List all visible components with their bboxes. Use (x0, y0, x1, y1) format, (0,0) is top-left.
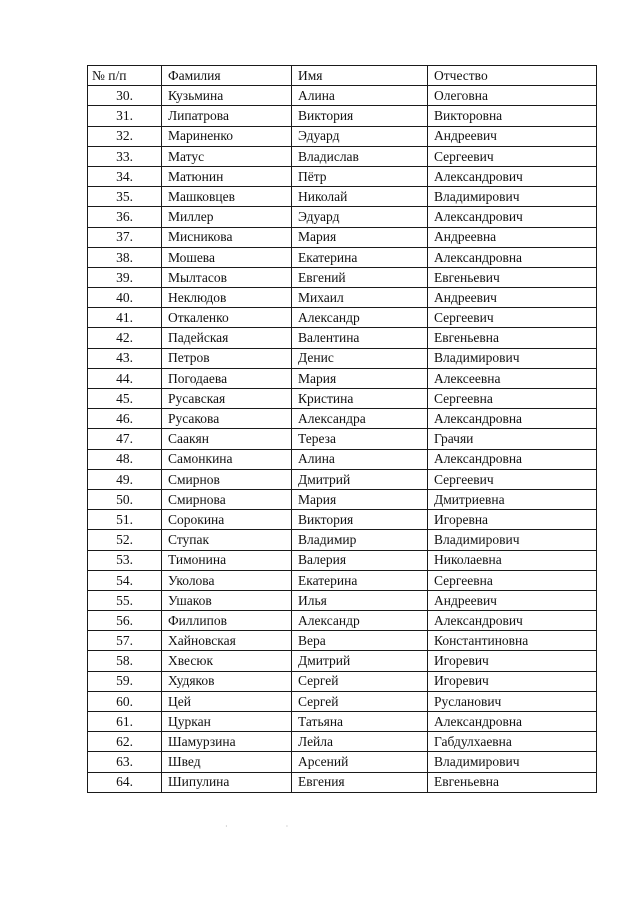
patronymic: Александрович (428, 207, 597, 227)
last-name: Неклюдов (162, 288, 292, 308)
row-number: 56. (88, 611, 162, 631)
column-header-first-name: Имя (292, 66, 428, 86)
patronymic: Игоревич (428, 671, 597, 691)
row-number: 52. (88, 530, 162, 550)
patronymic: Владимирович (428, 752, 597, 772)
first-name: Дмитрий (292, 651, 428, 671)
last-name: Машковцев (162, 187, 292, 207)
patronymic: Александровна (428, 409, 597, 429)
table-row (88, 187, 597, 207)
last-name: Ступак (162, 530, 292, 550)
first-name: Тереза (292, 429, 428, 449)
first-name: Кристина (292, 389, 428, 409)
table-row (88, 732, 597, 752)
column-header-last-name: Фамилия (162, 66, 292, 86)
row-number: 63. (88, 752, 162, 772)
last-name: Швед (162, 752, 292, 772)
first-name: Денис (292, 348, 428, 368)
row-number: 49. (88, 469, 162, 489)
table-row (88, 86, 597, 106)
patronymic: Александрович (428, 611, 597, 631)
table-row (88, 469, 597, 489)
first-name: Сергей (292, 691, 428, 711)
student-list-table (87, 65, 597, 793)
first-name: Владимир (292, 530, 428, 550)
patronymic: Игоревич (428, 651, 597, 671)
column-header-number: № п/п (88, 66, 162, 86)
row-number: 62. (88, 732, 162, 752)
table-row (88, 207, 597, 227)
table-row (88, 651, 597, 671)
first-name: Александра (292, 409, 428, 429)
first-name: Арсений (292, 752, 428, 772)
row-number: 44. (88, 368, 162, 388)
patronymic: Русланович (428, 691, 597, 711)
first-name: Мария (292, 368, 428, 388)
patronymic: Евгеньевич (428, 267, 597, 287)
patronymic: Владимирович (428, 187, 597, 207)
first-name: Эдуард (292, 207, 428, 227)
first-name: Лейла (292, 732, 428, 752)
first-name: Александр (292, 611, 428, 631)
table-row (88, 772, 597, 792)
last-name: Саакян (162, 429, 292, 449)
table-row (88, 590, 597, 610)
table-row (88, 409, 597, 429)
last-name: Сорокина (162, 510, 292, 530)
last-name: Тимонина (162, 550, 292, 570)
table-row (88, 368, 597, 388)
table-row (88, 489, 597, 509)
patronymic: Сергеевич (428, 469, 597, 489)
table-row (88, 288, 597, 308)
last-name: Смирнова (162, 489, 292, 509)
first-name: Виктория (292, 106, 428, 126)
table-row (88, 530, 597, 550)
row-number: 34. (88, 166, 162, 186)
patronymic: Андреевич (428, 590, 597, 610)
first-name: Дмитрий (292, 469, 428, 489)
row-number: 31. (88, 106, 162, 126)
table-row (88, 267, 597, 287)
scan-specks: · · (225, 822, 289, 831)
last-name: Филлипов (162, 611, 292, 631)
last-name: Кузьмина (162, 86, 292, 106)
table-row (88, 429, 597, 449)
last-name: Русавская (162, 389, 292, 409)
row-number: 48. (88, 449, 162, 469)
last-name: Матюнин (162, 166, 292, 186)
last-name: Шамурзина (162, 732, 292, 752)
last-name: Шипулина (162, 772, 292, 792)
patronymic: Алексеевна (428, 368, 597, 388)
row-number: 40. (88, 288, 162, 308)
row-number: 54. (88, 570, 162, 590)
row-number: 37. (88, 227, 162, 247)
table-row (88, 348, 597, 368)
row-number: 45. (88, 389, 162, 409)
patronymic: Константиновна (428, 631, 597, 651)
first-name: Виктория (292, 510, 428, 530)
row-number: 61. (88, 712, 162, 732)
last-name: Мисникова (162, 227, 292, 247)
last-name: Ушаков (162, 590, 292, 610)
row-number: 47. (88, 429, 162, 449)
row-number: 43. (88, 348, 162, 368)
patronymic: Андреевич (428, 126, 597, 146)
table-body (88, 86, 597, 793)
first-name: Пётр (292, 166, 428, 186)
table-row (88, 389, 597, 409)
first-name: Евгения (292, 772, 428, 792)
patronymic: Николаевна (428, 550, 597, 570)
patronymic: Викторовна (428, 106, 597, 126)
row-number: 35. (88, 187, 162, 207)
first-name: Николай (292, 187, 428, 207)
first-name: Алина (292, 86, 428, 106)
patronymic: Сергеевна (428, 570, 597, 590)
first-name: Валерия (292, 550, 428, 570)
table-row (88, 570, 597, 590)
row-number: 60. (88, 691, 162, 711)
patronymic: Александрович (428, 166, 597, 186)
last-name: Петров (162, 348, 292, 368)
first-name: Владислав (292, 146, 428, 166)
first-name: Мария (292, 227, 428, 247)
patronymic: Грачяи (428, 429, 597, 449)
row-number: 59. (88, 671, 162, 691)
patronymic: Андреевич (428, 288, 597, 308)
table-row (88, 550, 597, 570)
last-name: Миллер (162, 207, 292, 227)
last-name: Мариненко (162, 126, 292, 146)
first-name: Татьяна (292, 712, 428, 732)
row-number: 39. (88, 267, 162, 287)
patronymic: Александровна (428, 449, 597, 469)
first-name: Валентина (292, 328, 428, 348)
patronymic: Андреевна (428, 227, 597, 247)
row-number: 64. (88, 772, 162, 792)
row-number: 50. (88, 489, 162, 509)
row-number: 42. (88, 328, 162, 348)
table-row (88, 146, 597, 166)
last-name: Цей (162, 691, 292, 711)
table-row (88, 308, 597, 328)
patronymic: Александровна (428, 247, 597, 267)
first-name: Екатерина (292, 570, 428, 590)
patronymic: Владимирович (428, 348, 597, 368)
row-number: 41. (88, 308, 162, 328)
row-number: 38. (88, 247, 162, 267)
row-number: 30. (88, 86, 162, 106)
table-row (88, 752, 597, 772)
patronymic: Александровна (428, 712, 597, 732)
row-number: 33. (88, 146, 162, 166)
patronymic: Габдулхаевна (428, 732, 597, 752)
header-row (88, 66, 597, 86)
row-number: 53. (88, 550, 162, 570)
table-row (88, 631, 597, 651)
table-row (88, 247, 597, 267)
first-name: Александр (292, 308, 428, 328)
last-name: Уколова (162, 570, 292, 590)
patronymic: Сергеевна (428, 389, 597, 409)
last-name: Русакова (162, 409, 292, 429)
row-number: 36. (88, 207, 162, 227)
first-name: Алина (292, 449, 428, 469)
last-name: Худяков (162, 671, 292, 691)
last-name: Погодаева (162, 368, 292, 388)
last-name: Мылтасов (162, 267, 292, 287)
first-name: Илья (292, 590, 428, 610)
patronymic: Евгеньевна (428, 328, 597, 348)
table-header (88, 66, 597, 86)
column-header-patronymic: Отчество (428, 66, 597, 86)
row-number: 46. (88, 409, 162, 429)
first-name: Михаил (292, 288, 428, 308)
last-name: Падейская (162, 328, 292, 348)
table-row (88, 166, 597, 186)
table-row (88, 106, 597, 126)
first-name: Мария (292, 489, 428, 509)
table-row (88, 611, 597, 631)
patronymic: Сергеевич (428, 146, 597, 166)
patronymic: Сергеевич (428, 308, 597, 328)
table-row (88, 449, 597, 469)
last-name: Самонкина (162, 449, 292, 469)
table-row (88, 126, 597, 146)
table-row (88, 227, 597, 247)
last-name: Матус (162, 146, 292, 166)
first-name: Екатерина (292, 247, 428, 267)
patronymic: Дмитриевна (428, 489, 597, 509)
last-name: Хайновская (162, 631, 292, 651)
last-name: Смирнов (162, 469, 292, 489)
table-row (88, 510, 597, 530)
last-name: Липатрова (162, 106, 292, 126)
row-number: 32. (88, 126, 162, 146)
table-row (88, 328, 597, 348)
patronymic: Владимирович (428, 530, 597, 550)
table-row (88, 671, 597, 691)
last-name: Цуркан (162, 712, 292, 732)
row-number: 51. (88, 510, 162, 530)
first-name: Сергей (292, 671, 428, 691)
patronymic: Евгеньевна (428, 772, 597, 792)
patronymic: Игоревна (428, 510, 597, 530)
first-name: Эдуард (292, 126, 428, 146)
row-number: 57. (88, 631, 162, 651)
patronymic: Олеговна (428, 86, 597, 106)
first-name: Вера (292, 631, 428, 651)
first-name: Евгений (292, 267, 428, 287)
row-number: 58. (88, 651, 162, 671)
table-row (88, 712, 597, 732)
table-row (88, 691, 597, 711)
last-name: Хвесюк (162, 651, 292, 671)
last-name: Мошева (162, 247, 292, 267)
row-number: 55. (88, 590, 162, 610)
last-name: Откаленко (162, 308, 292, 328)
